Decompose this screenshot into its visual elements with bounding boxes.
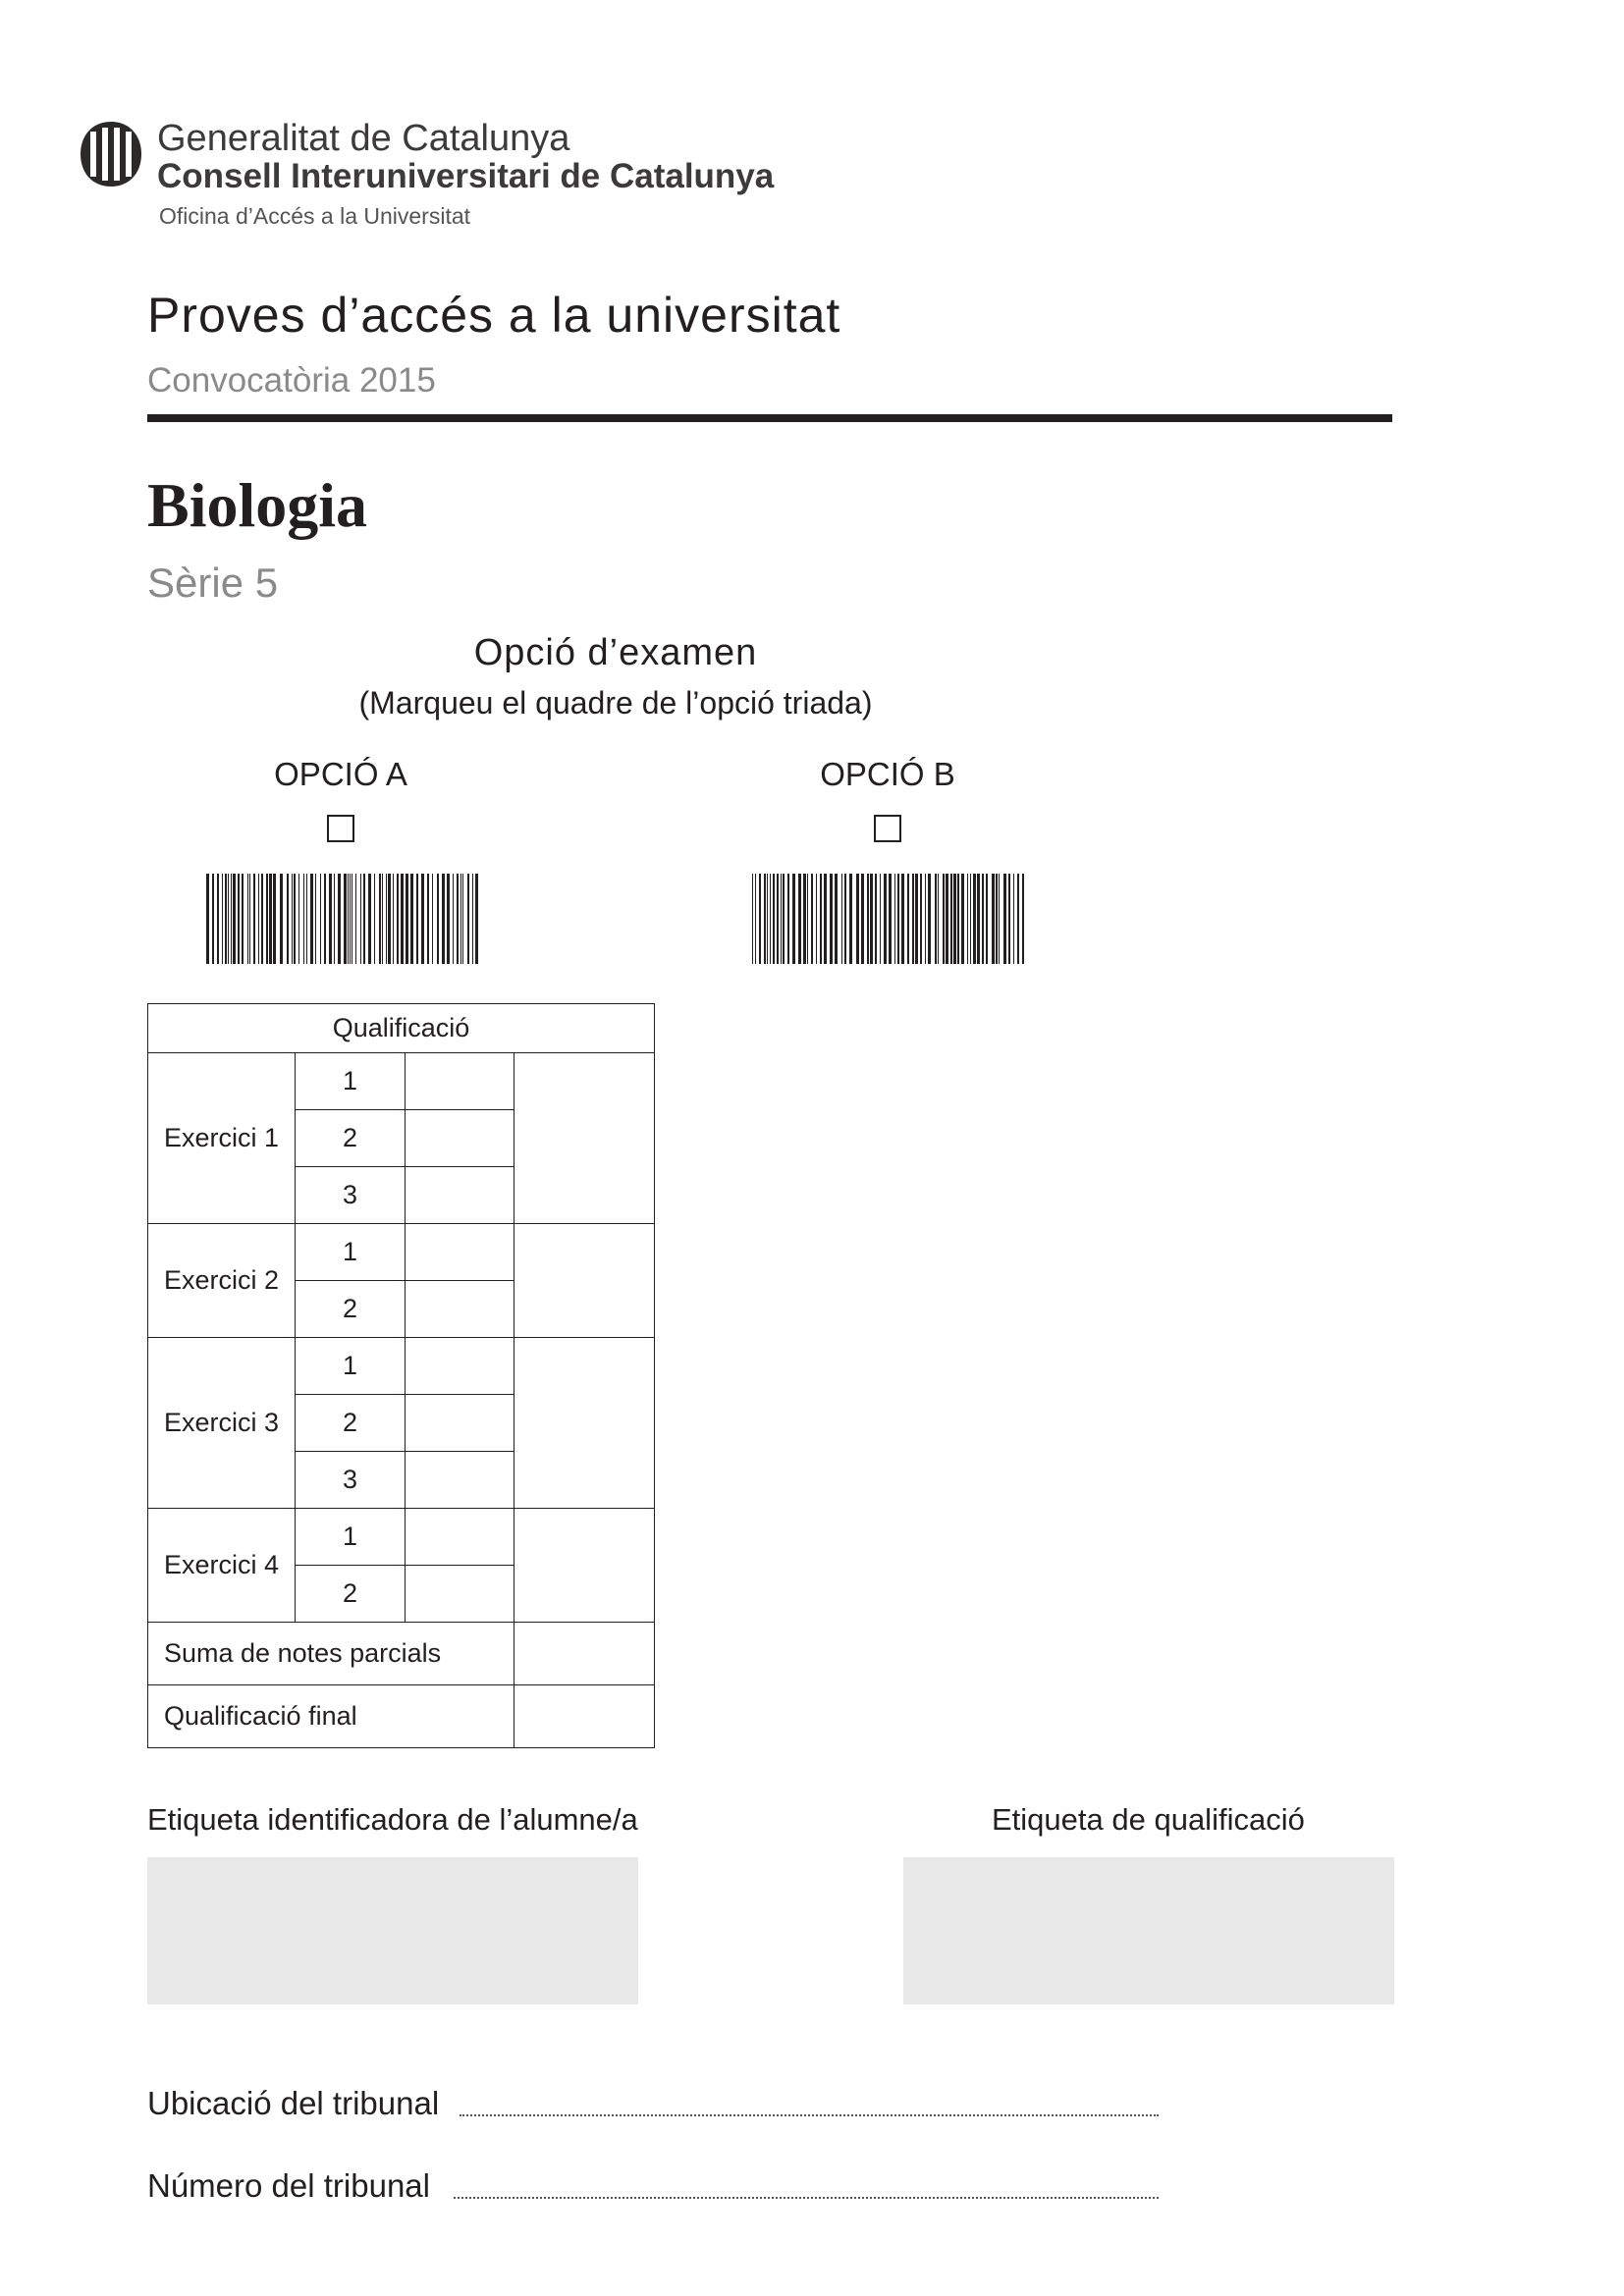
barcode-bar bbox=[258, 874, 259, 964]
barcode-bar bbox=[920, 874, 922, 964]
exercise-3-total[interactable] bbox=[514, 1338, 655, 1509]
barcode-bar bbox=[844, 874, 846, 964]
exercise-3-label: Exercici 3 bbox=[148, 1338, 296, 1509]
table-row bbox=[148, 1685, 655, 1748]
barcode-bar bbox=[261, 874, 263, 964]
exercise-2-label: Exercici 2 bbox=[148, 1224, 296, 1338]
generalitat-logo-icon bbox=[79, 120, 143, 188]
barcode-bar bbox=[856, 874, 859, 964]
barcode-bar bbox=[992, 874, 995, 964]
option-title: Opció d’examen bbox=[473, 632, 758, 673]
barcode-bar bbox=[755, 874, 756, 964]
barcode-bar bbox=[1013, 874, 1014, 964]
exercise-part-score[interactable] bbox=[406, 1224, 514, 1281]
student-label-caption: Etiqueta identificadora de l’alumne/a bbox=[147, 1802, 638, 1837]
option-b-barcode bbox=[752, 874, 1027, 964]
barcode-bar bbox=[773, 874, 775, 964]
barcode-bar bbox=[996, 874, 998, 964]
barcode-bar bbox=[953, 874, 956, 964]
barcode-bar bbox=[884, 874, 887, 964]
exercise-part-number: 1 bbox=[296, 1053, 406, 1110]
barcode-bar bbox=[875, 874, 877, 964]
barcode-bar bbox=[406, 874, 408, 964]
barcode-bar bbox=[324, 874, 326, 964]
barcode-bar bbox=[212, 874, 214, 964]
barcode-bar bbox=[472, 874, 473, 964]
barcode-bar bbox=[427, 874, 429, 964]
barcode-bar bbox=[238, 874, 240, 964]
barcode-bar bbox=[222, 874, 223, 964]
barcode-bar bbox=[306, 874, 307, 964]
org-name-line1: Generalitat de Catalunya bbox=[157, 118, 570, 159]
series-label: Sèrie 5 bbox=[147, 560, 279, 606]
barcode-bar bbox=[294, 874, 296, 964]
exercise-part-number: 2 bbox=[296, 1281, 406, 1338]
barcode-bar bbox=[803, 874, 806, 964]
barcode-bar bbox=[770, 874, 771, 964]
barcode-bar bbox=[841, 874, 842, 964]
barcode-bar bbox=[811, 874, 813, 964]
barcode-bar bbox=[467, 874, 469, 964]
barcode-bar bbox=[303, 874, 304, 964]
exercise-1-total[interactable] bbox=[514, 1053, 655, 1224]
barcode-bar bbox=[807, 874, 808, 964]
table-row bbox=[148, 1053, 655, 1110]
barcode-bar bbox=[368, 874, 371, 964]
barcode-bar bbox=[977, 874, 980, 964]
barcode-bar bbox=[889, 874, 892, 964]
grade-label-caption: Etiqueta de qualificació bbox=[992, 1802, 1305, 1837]
barcode-bar bbox=[928, 874, 931, 964]
barcode-bar bbox=[957, 874, 959, 964]
barcode-bar bbox=[792, 874, 795, 964]
option-a-checkbox[interactable] bbox=[327, 815, 354, 842]
barcode-bar bbox=[816, 874, 817, 964]
grade-table-header: Qualificació bbox=[148, 1004, 655, 1053]
barcode-bar bbox=[935, 874, 937, 964]
barcode-bar bbox=[292, 874, 293, 964]
barcode-bar bbox=[867, 874, 869, 964]
exercise-part-number: 2 bbox=[296, 1110, 406, 1167]
barcode-bar bbox=[338, 874, 341, 964]
tribunal-location-field[interactable] bbox=[460, 2114, 1159, 2116]
barcode-bar bbox=[447, 874, 450, 964]
barcode-bar bbox=[298, 874, 299, 964]
barcode-bar bbox=[1022, 874, 1024, 964]
barcode-bar bbox=[820, 874, 822, 964]
org-name-line3: Oficina d’Accés a la Universitat bbox=[159, 203, 471, 229]
barcode-bar bbox=[830, 874, 833, 964]
barcode-bar bbox=[253, 874, 255, 964]
barcode-bar bbox=[894, 874, 895, 964]
barcode-bar bbox=[374, 874, 375, 964]
barcode-bar bbox=[798, 874, 801, 964]
exercise-part-score[interactable] bbox=[406, 1452, 514, 1509]
barcode-bar bbox=[880, 874, 881, 964]
exercise-part-number: 1 bbox=[296, 1509, 406, 1566]
barcode-bar bbox=[961, 874, 964, 964]
barcode-bar bbox=[824, 874, 827, 964]
barcode-bar bbox=[759, 874, 761, 964]
barcode-bar bbox=[982, 874, 984, 964]
barcode-bar bbox=[397, 874, 399, 964]
barcode-bar bbox=[453, 874, 454, 964]
barcode-bar bbox=[457, 874, 459, 964]
barcode-bar bbox=[233, 874, 236, 964]
exercise-part-score[interactable] bbox=[406, 1338, 514, 1395]
barcode-bar bbox=[249, 874, 250, 964]
barcode-bar bbox=[442, 874, 445, 964]
table-row bbox=[148, 1509, 655, 1566]
exercise-part-number: 2 bbox=[296, 1566, 406, 1623]
table-row bbox=[148, 1338, 655, 1395]
barcode-bar bbox=[273, 874, 276, 964]
barcode-bar bbox=[217, 874, 219, 964]
exercise-part-score[interactable] bbox=[406, 1566, 514, 1623]
barcode-bar bbox=[386, 874, 387, 964]
barcode-bar bbox=[986, 874, 988, 964]
barcode-bar bbox=[767, 874, 768, 964]
barcode-bar bbox=[416, 874, 418, 964]
barcode-bar bbox=[915, 874, 918, 964]
barcode-bar bbox=[970, 874, 971, 964]
exercise-part-score[interactable] bbox=[406, 1281, 514, 1338]
barcode-bar bbox=[475, 874, 478, 964]
barcode-bar bbox=[781, 874, 782, 964]
barcode-bar bbox=[348, 874, 349, 964]
barcode-bar bbox=[269, 874, 272, 964]
exercise-part-number: 1 bbox=[296, 1338, 406, 1395]
option-a-label: OPCIÓ A bbox=[274, 756, 407, 792]
barcode-bar bbox=[897, 874, 899, 964]
exercise-part-number: 2 bbox=[296, 1395, 406, 1452]
exercise-4-total[interactable] bbox=[514, 1509, 655, 1623]
barcode-bar bbox=[999, 874, 1000, 964]
exercise-part-score[interactable] bbox=[406, 1509, 514, 1566]
tribunal-location-label: Ubicació del tribunal bbox=[147, 2085, 440, 2121]
barcode-bar bbox=[355, 874, 356, 964]
barcode-bar bbox=[421, 874, 424, 964]
barcode-bar bbox=[379, 874, 381, 964]
barcode-bar bbox=[912, 874, 914, 964]
barcode-bar bbox=[901, 874, 904, 964]
barcode-bar bbox=[1008, 874, 1010, 964]
barcode-bar bbox=[907, 874, 909, 964]
final-grade-label: Qualificació final bbox=[148, 1685, 514, 1748]
barcode-bar bbox=[360, 874, 361, 964]
barcode-bar bbox=[344, 874, 347, 964]
title-divider bbox=[147, 414, 1392, 422]
barcode-bar bbox=[764, 874, 766, 964]
barcode-bar bbox=[783, 874, 785, 964]
exercise-1-label: Exercici 1 bbox=[148, 1053, 296, 1224]
barcode-bar bbox=[329, 874, 332, 964]
org-name-line2: Consell Interuniversitari de Catalunya bbox=[157, 157, 775, 195]
barcode-bar bbox=[437, 874, 439, 964]
barcode-bar bbox=[462, 874, 463, 964]
grade-table bbox=[147, 1003, 655, 1748]
barcode-bar bbox=[973, 874, 976, 964]
barcode-bar bbox=[280, 874, 283, 964]
barcode-bar bbox=[388, 874, 391, 964]
final-grade-field[interactable] bbox=[514, 1685, 655, 1748]
tribunal-number-field[interactable] bbox=[454, 2197, 1159, 2199]
tribunal-number-label: Número del tribunal bbox=[147, 2167, 430, 2204]
barcode-bar bbox=[315, 874, 316, 964]
barcode-bar bbox=[320, 874, 321, 964]
table-row bbox=[148, 1224, 655, 1281]
barcode-bar bbox=[401, 874, 404, 964]
barcode-bar bbox=[432, 874, 433, 964]
barcode-bar bbox=[242, 874, 244, 964]
exercise-part-score[interactable] bbox=[406, 1110, 514, 1167]
exercise-2-total[interactable] bbox=[514, 1224, 655, 1338]
barcode-bar bbox=[334, 874, 335, 964]
option-b-checkbox[interactable] bbox=[874, 815, 901, 842]
barcode-bar bbox=[787, 874, 789, 964]
student-label-box[interactable] bbox=[147, 1857, 638, 2004]
barcode-bar bbox=[946, 874, 948, 964]
barcode-bar bbox=[287, 874, 289, 964]
barcode-bar bbox=[1003, 874, 1006, 964]
barcode-bar bbox=[943, 874, 945, 964]
exercise-part-score[interactable] bbox=[406, 1053, 514, 1110]
barcode-bar bbox=[752, 874, 753, 964]
option-b-label: OPCIÓ B bbox=[820, 756, 955, 792]
barcode-bar bbox=[206, 874, 209, 964]
barcode-bar bbox=[460, 874, 461, 964]
exercise-4-label: Exercici 4 bbox=[148, 1509, 296, 1623]
barcode-bar bbox=[231, 874, 232, 964]
barcode-bar bbox=[925, 874, 926, 964]
barcode-bar bbox=[938, 874, 939, 964]
grade-label-box[interactable] bbox=[903, 1857, 1394, 2004]
barcode-bar bbox=[861, 874, 864, 964]
barcode-bar bbox=[950, 874, 952, 964]
barcode-bar bbox=[228, 874, 229, 964]
barcode-bar bbox=[247, 874, 248, 964]
exam-title: Proves d’accés a la universitat bbox=[147, 288, 841, 343]
exam-subtitle: Convocatòria 2015 bbox=[147, 361, 436, 400]
option-instruction: (Marqueu el quadre de l’opció triada) bbox=[358, 685, 873, 721]
barcode-bar bbox=[266, 874, 268, 964]
sum-label: Suma de notes parcials bbox=[148, 1623, 514, 1685]
barcode-bar bbox=[777, 874, 779, 964]
table-row bbox=[148, 1623, 655, 1685]
barcode-bar bbox=[310, 874, 313, 964]
sum-score-field[interactable] bbox=[514, 1623, 655, 1685]
exercise-part-score[interactable] bbox=[406, 1167, 514, 1224]
barcode-bar bbox=[835, 874, 838, 964]
barcode-bar bbox=[350, 874, 351, 964]
exercise-part-score[interactable] bbox=[406, 1395, 514, 1452]
barcode-bar bbox=[225, 874, 227, 964]
barcode-bar bbox=[870, 874, 873, 964]
subject-title: Biologia bbox=[147, 470, 368, 540]
barcode-bar bbox=[849, 874, 852, 964]
barcode-bar bbox=[967, 874, 968, 964]
barcode-bar bbox=[393, 874, 394, 964]
option-a-barcode bbox=[206, 874, 481, 964]
barcode-bar bbox=[363, 874, 365, 964]
barcode-bar bbox=[382, 874, 383, 964]
barcode-bar bbox=[410, 874, 413, 964]
exercise-part-number: 3 bbox=[296, 1167, 406, 1224]
exercise-part-number: 3 bbox=[296, 1452, 406, 1509]
exercise-part-number: 1 bbox=[296, 1224, 406, 1281]
barcode-bar bbox=[1017, 874, 1019, 964]
